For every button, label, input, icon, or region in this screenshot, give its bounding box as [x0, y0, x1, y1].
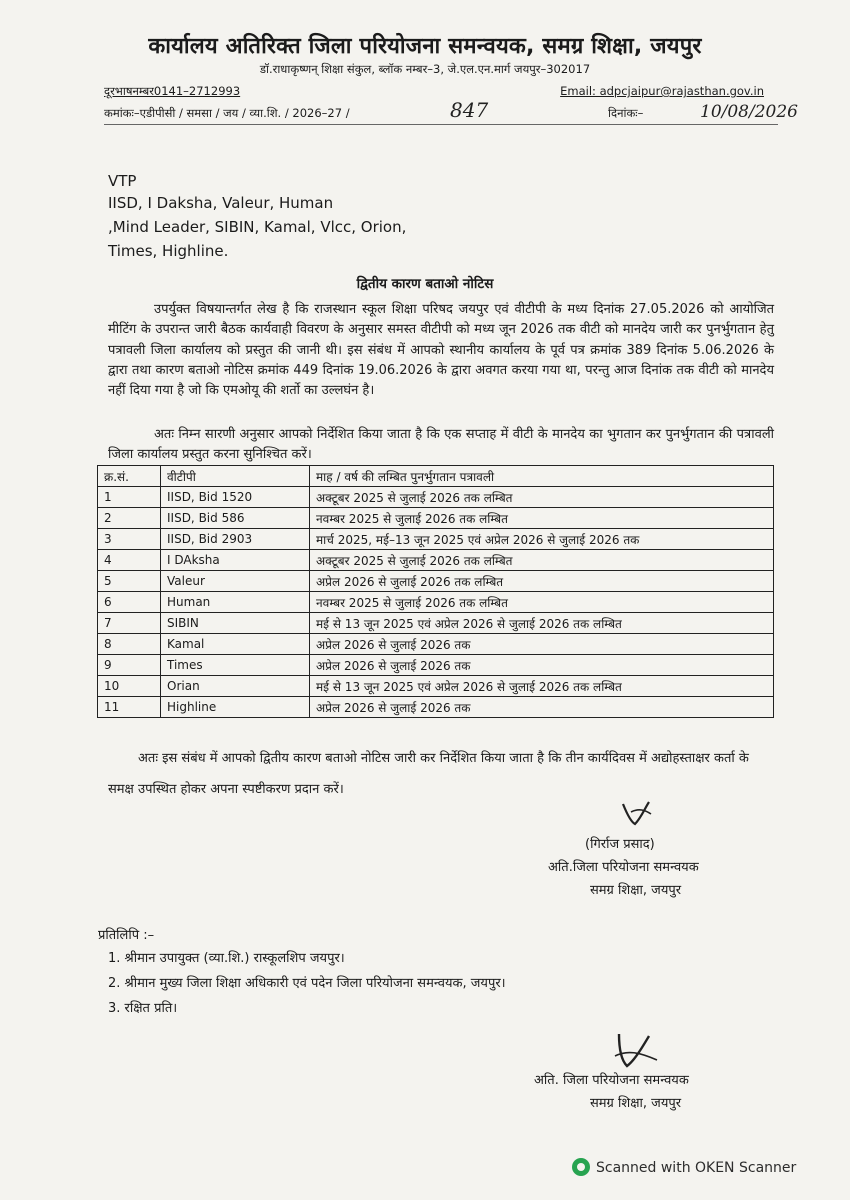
cell-pending: अप्रेल 2026 से जुलाई 2026 तक: [310, 634, 774, 655]
cell-serial: 2: [98, 508, 161, 529]
reference-number-handwritten: 847: [450, 98, 489, 122]
cell-pending: मई से 13 जून 2025 एवं अप्रेल 2026 से जुलाई 2026 तक लम्बित: [310, 676, 774, 697]
cell-pending: नवम्बर 2025 से जुलाई 2026 तक लम्बित: [310, 508, 774, 529]
cell-vtp: IISD, Bid 1520: [161, 487, 310, 508]
paragraph-text: अतः निम्न सारणी अनुसार आपको निर्देशित किया जाता है कि एक सप्ताह में वीटी के मानदेय का भुगतान कर पुनर्भुगतान की पत्रावली जिला कार्यालय प्रस्तुत करना सुनिश्चित करें।: [108, 427, 774, 463]
table-row: [98, 550, 774, 571]
office-address: डॉ.राधाकृष्णन् शिक्षा संकुल, ब्लॉक नम्बर–3, जे.एल.एन.मार्ग जयपुर–302017: [259, 62, 591, 76]
list-item: 3. रक्षित प्रति।: [108, 1001, 178, 1016]
cell-vtp: Times: [161, 655, 310, 676]
signatory-designation: अति.जिला परियोजना समन्वयक: [548, 860, 699, 875]
date-label: दिनांकः–: [608, 106, 644, 120]
table-row: [98, 655, 774, 676]
body-paragraph-2: [108, 425, 774, 466]
pending-reimbursement-table: [97, 465, 774, 718]
table-row: [98, 697, 774, 718]
cell-pending: नवम्बर 2025 से जुलाई 2026 तक लम्बित: [310, 592, 774, 613]
addressee-line: IISD, I Daksha, Valeur, Human: [108, 194, 334, 212]
addressee-line: ,Mind Leader, SIBIN, Kamal, Vlcc, Orion,: [108, 218, 407, 236]
table-row: [98, 592, 774, 613]
column-header-vtp: वीटीपी: [161, 466, 310, 487]
cell-vtp: SIBIN: [161, 613, 310, 634]
cell-vtp: Kamal: [161, 634, 310, 655]
column-header-pending-file: माह / वर्ष की लम्बित पुनर्भुगतान पत्रावली: [310, 466, 774, 487]
paragraph-text: उपर्युक्त विषयान्तर्गत लेख है कि राजस्थान स्कूल शिक्षा परिषद जयपुर एवं वीटीपी के मध्य दिनांक 27.05.2026 को आयोजित मीटिंग के उपरान्त जारी बैठक कार्यवाही विवरण के अनुसार समस्त वीटीपी को मध्य जून 2026 तक वीटी को मानदेय जारी कर पुनर्भुगतान हेतु पत्रावली जिला कार्यालय को प्रस्तुत की जानी थी। इस संबंध में आपको स्थानीय कार्यालय के पूर्व पत्र क्रमांक 389 दिनांक 5.06.2026 के द्वारा तथा कारण बताओ नोटिस क्रमांक 449 दिनांक 19.06.2026 के द्वारा अवगत करया गया था, परन्तु आज दिनांक तक वीटी को मानदेय नहीं दिया गया है जो कि एमओयू की शर्तो का उल्लघंन है।: [108, 302, 774, 399]
cell-pending: मई से 13 जून 2025 एवं अप्रेल 2026 से जुलाई 2026 तक लम्बित: [310, 613, 774, 634]
header-divider: [104, 124, 778, 125]
cell-vtp: Orian: [161, 676, 310, 697]
cell-vtp: Valeur: [161, 571, 310, 592]
cell-serial: 4: [98, 550, 161, 571]
signatory-name: (गिर्राज प्रसाद): [585, 837, 655, 852]
cell-serial: 6: [98, 592, 161, 613]
notice-title: द्वितीय कारण बताओ नोटिस: [356, 276, 494, 292]
scanner-logo-icon: [572, 1158, 590, 1176]
reference-label: कमांकः–एडीपीसी / समसा / जय / व्या.शि. / 2026–27 /: [104, 106, 350, 120]
cell-vtp: I DAksha: [161, 550, 310, 571]
cell-pending: अप्रेल 2026 से जुलाई 2026 तक: [310, 697, 774, 718]
cell-pending: अप्रेल 2026 से जुलाई 2026 तक: [310, 655, 774, 676]
list-item: 1. श्रीमान उपायुक्त (व्या.शि.) रास्कूलशिप जयपुर।: [108, 951, 345, 966]
body-paragraph-3: [108, 743, 768, 805]
table-row: [98, 613, 774, 634]
cell-pending: अप्रेल 2026 से जुलाई 2026 तक लम्बित: [310, 571, 774, 592]
cell-pending: मार्च 2025, मई–13 जून 2025 एवं अप्रेल 2026 से जुलाई 2026 तक: [310, 529, 774, 550]
scanner-text: Scanned with OKEN Scanner: [596, 1160, 797, 1176]
table-row: [98, 634, 774, 655]
table-row: [98, 529, 774, 550]
table-row: [98, 487, 774, 508]
list-item: 2. श्रीमान मुख्य जिला शिक्षा अधिकारी एवं पदेन जिला परियोजना समन्वयक, जयपुर।: [108, 976, 506, 991]
addressee-line: VTP: [108, 172, 137, 190]
cell-serial: 9: [98, 655, 161, 676]
cell-vtp: Highline: [161, 697, 310, 718]
signature-mark: [615, 798, 675, 830]
signatory-designation: अति. जिला परियोजना समन्वयक: [534, 1073, 689, 1088]
column-header-serial: क्र.सं.: [98, 466, 161, 487]
signatory-office: समग्र शिक्षा, जयपुर: [590, 1096, 682, 1111]
addressee-line: Times, Highline.: [108, 242, 229, 260]
cell-serial: 5: [98, 571, 161, 592]
table-row: [98, 676, 774, 697]
cell-serial: 7: [98, 613, 161, 634]
signatory-office: समग्र शिक्षा, जयपुर: [590, 883, 682, 898]
cell-serial: 8: [98, 634, 161, 655]
office-title: कार्यालय अतिरिक्त जिला परियोजना समन्वयक, समग्र शिक्षा, जयपुर: [148, 34, 702, 59]
copy-to-label: प्रतिलिपि :–: [98, 928, 155, 943]
scanner-watermark: [572, 1158, 796, 1176]
copy-to-list: [108, 946, 506, 1021]
cell-pending: अक्टूबर 2025 से जुलाई 2026 तक लम्बित: [310, 487, 774, 508]
paragraph-text: अतः इस संबंध में आपको द्वितीय कारण बताओ नोटिस जारी कर निर्देशित किया जाता है कि तीन कार्यदिवस में अद्योहस्ताक्षर कर्ता के समक्ष उपस्थित होकर अपना स्पष्टीकरण प्रदान करें।: [108, 751, 749, 797]
cell-serial: 3: [98, 529, 161, 550]
cell-vtp: Human: [161, 592, 310, 613]
cell-serial: 11: [98, 697, 161, 718]
phone-number: दूरभाषनम्बर0141–2712993: [104, 84, 241, 98]
date-handwritten: 10/08/2026: [700, 102, 798, 122]
table-row: [98, 508, 774, 529]
cell-serial: 10: [98, 676, 161, 697]
cell-serial: 1: [98, 487, 161, 508]
email-address: Email: adpcjaipur@rajasthan.gov.in: [560, 84, 764, 98]
table-row: [98, 571, 774, 592]
body-paragraph-1: [108, 300, 774, 401]
cell-vtp: IISD, Bid 2903: [161, 529, 310, 550]
table-header-row: [98, 466, 774, 487]
cell-vtp: IISD, Bid 586: [161, 508, 310, 529]
cell-pending: अक्टूबर 2025 से जुलाई 2026 तक लम्बित: [310, 550, 774, 571]
